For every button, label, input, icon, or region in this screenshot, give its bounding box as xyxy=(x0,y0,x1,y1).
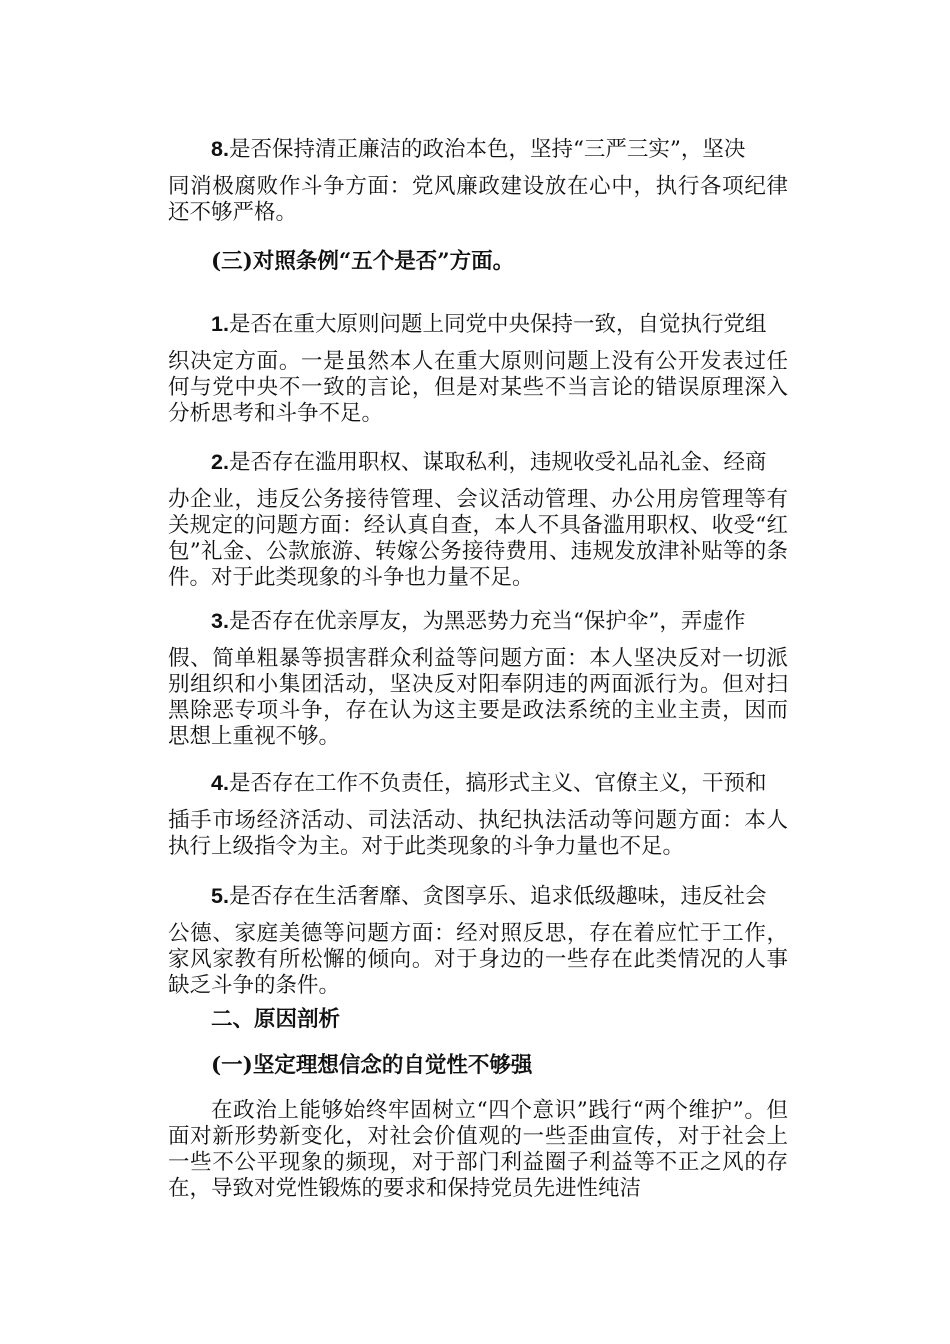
item-body: 办企业，违反公务接待管理、会议活动管理、办公用房管理等有关规定的问题方面：经认真自查，本人不具备滥用职权、收受“红包”礼金、公款旅游、转嫁公务接待费用、违规发放津补贴等的条件。对于此类现象的斗争也力量不足。 xyxy=(168,487,788,590)
item-lead-line: 3.是否存在优亲厚友，为黑恶势力充当“保护伞”，弄虚作 xyxy=(211,609,746,634)
list-item-1 xyxy=(168,308,788,427)
item-lead-line: 8.是否保持清正廉洁的政治本色，坚持“三严三实”，坚决 xyxy=(211,137,746,162)
item-number: 2. xyxy=(211,450,229,474)
item-lead-line: 1.是否在重大原则问题上同党中央保持一致，自觉执行党组 xyxy=(211,312,767,337)
list-item-2 xyxy=(168,446,788,591)
item-body: 插手市场经济活动、司法活动、执纪执法活动等问题方面：本人执行上级指令为主。对于此类现象的斗争力量也不足。 xyxy=(168,808,788,859)
item-lead-line: 5.是否存在生活奢靡、贪图享乐、追求低级趣味，违反社会 xyxy=(211,884,767,909)
section-heading-3: (三)对照条例“五个是否”方面。 xyxy=(211,249,515,274)
item-body: 织决定方面。一是虽然本人在重大原则问题上没有公开发表过任何与党中央不一致的言论，但是对某些不当言论的错误原理深入分析思考和斗争不足。 xyxy=(168,349,788,426)
list-item-5 xyxy=(168,880,788,999)
list-item-4 xyxy=(168,767,788,860)
item-body: 公德、家庭美德等问题方面：经对照反思，存在着应忙于工作，家风家教有所松懈的倾向。对于身边的一些存在此类情况的人事缺乏斗争的条件。 xyxy=(168,921,788,998)
item-number: 4. xyxy=(211,771,229,795)
item-number: 8. xyxy=(211,137,229,161)
list-item-3 xyxy=(168,605,788,750)
item-body: 假、简单粗暴等损害群众利益等问题方面：本人坚决反对一切派别组织和小集团活动，坚决反对阳奉阴违的两面派行为。但对扫黑除恶专项斗争，存在认为这主要是政法系统的主业主责，因而思想上重视不够。 xyxy=(168,646,788,749)
item-lead-line: 4.是否存在工作不负责任，搞形式主义、官僚主义，干预和 xyxy=(211,771,767,796)
subsection-heading-1: (一)坚定理想信念的自觉性不够强 xyxy=(211,1053,533,1078)
item-number: 5. xyxy=(211,884,229,908)
section-heading-cause-analysis: 二、原因剖析 xyxy=(211,1007,341,1032)
item-body: 同消极腐败作斗争方面：党风廉政建设放在心中，执行各项纪律还不够严格。 xyxy=(168,174,788,225)
item-number: 1. xyxy=(211,312,229,336)
item-lead-line: 2.是否存在滥用职权、谋取私利，违规收受礼品礼金、经商 xyxy=(211,450,767,475)
body-paragraph: 在政治上能够始终牢固树立“四个意识”践行“两个维护”。但面对新形势新变化，对社会价值观的一些歪曲宣传，对于社会上一些不公平现象的频现，对于部门利益圈子利益等不正之风的存在，导致对党性锻炼的要求和保持党员先进性纯洁 xyxy=(168,1098,788,1201)
item-number: 3. xyxy=(211,609,229,633)
list-item-8 xyxy=(168,133,788,226)
